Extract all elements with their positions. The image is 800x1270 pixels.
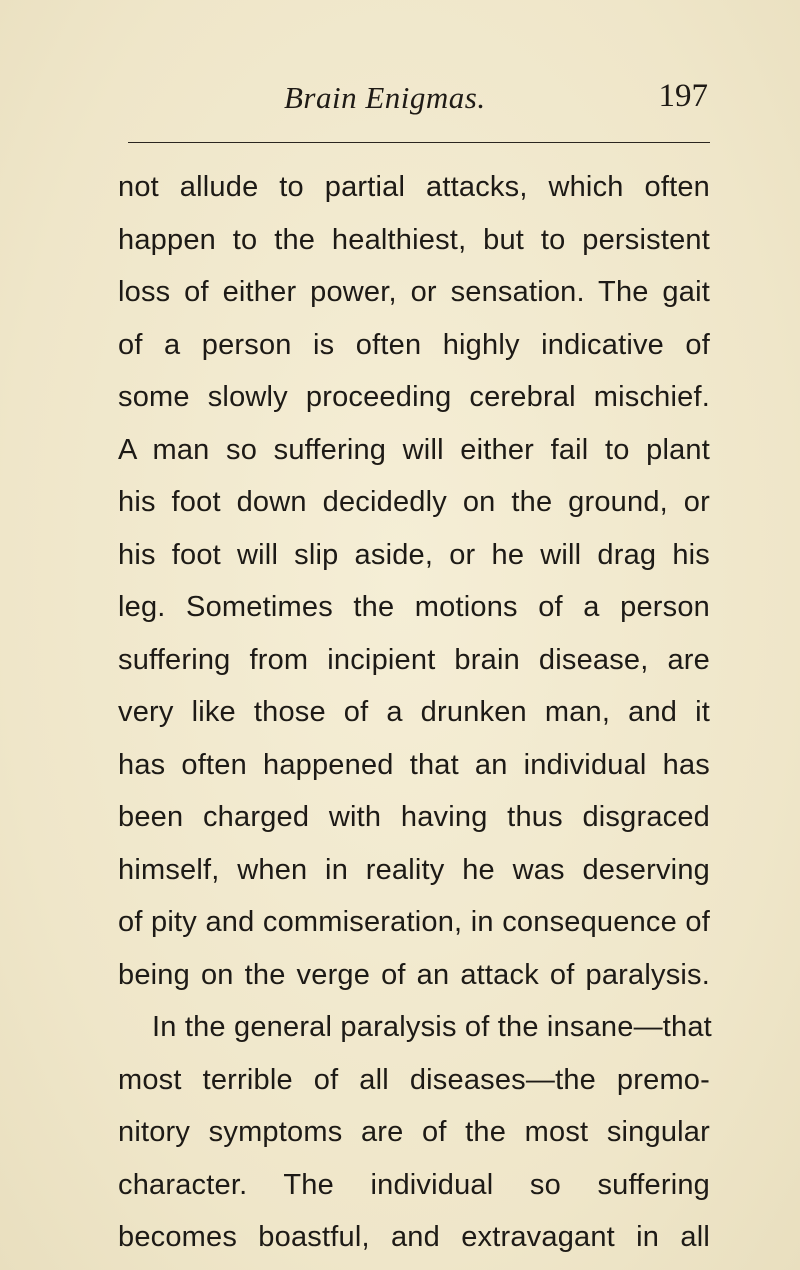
page-number: 197	[658, 78, 708, 114]
text-line: has often happened that an individual has	[118, 748, 710, 781]
text-line: his foot down decidedly on the ground, or	[118, 486, 710, 518]
text-line: suffering from incipient brain disease, are	[118, 643, 710, 676]
text-line: not allude to partial attacks, which often	[118, 171, 710, 203]
text-line: most terrible of all diseases—the premo-	[118, 1063, 710, 1096]
text-line: nitory symptoms are of the most singular	[118, 1116, 710, 1148]
text-line: A man so suffering will either fail to plant	[118, 433, 710, 466]
text-line: happen to the healthiest, but to persistent	[118, 223, 710, 256]
text-line: been charged with having thus disgraced	[118, 801, 710, 833]
text-line: becomes boastful, and extravagant in all	[118, 1221, 710, 1253]
running-title: Brain Enigmas.	[284, 80, 486, 115]
text-line: loss of either power, or sensation. The gait	[118, 276, 710, 308]
text-line-paragraph-start: In the general paralysis of the insane—that	[152, 1011, 712, 1043]
text-line: leg. Sometimes the motions of a person	[118, 591, 710, 623]
text-line: being on the verge of an attack of paralysis.	[118, 958, 710, 991]
running-head	[128, 74, 708, 124]
header-rule	[128, 142, 710, 143]
text-line: of pity and commiseration, in consequence of	[118, 906, 710, 938]
text-line: some slowly proceeding cerebral mischief.	[118, 381, 710, 413]
text-line: character. The individual so suffering	[118, 1168, 710, 1201]
text-line: of a person is often highly indicative of	[118, 328, 710, 361]
text-line: his foot will slip aside, or he will drag his	[118, 538, 710, 571]
text-line: himself, when in reality he was deserving	[118, 853, 710, 886]
body-text	[118, 161, 710, 1264]
text-line: very like those of a drunken man, and it	[118, 696, 710, 728]
